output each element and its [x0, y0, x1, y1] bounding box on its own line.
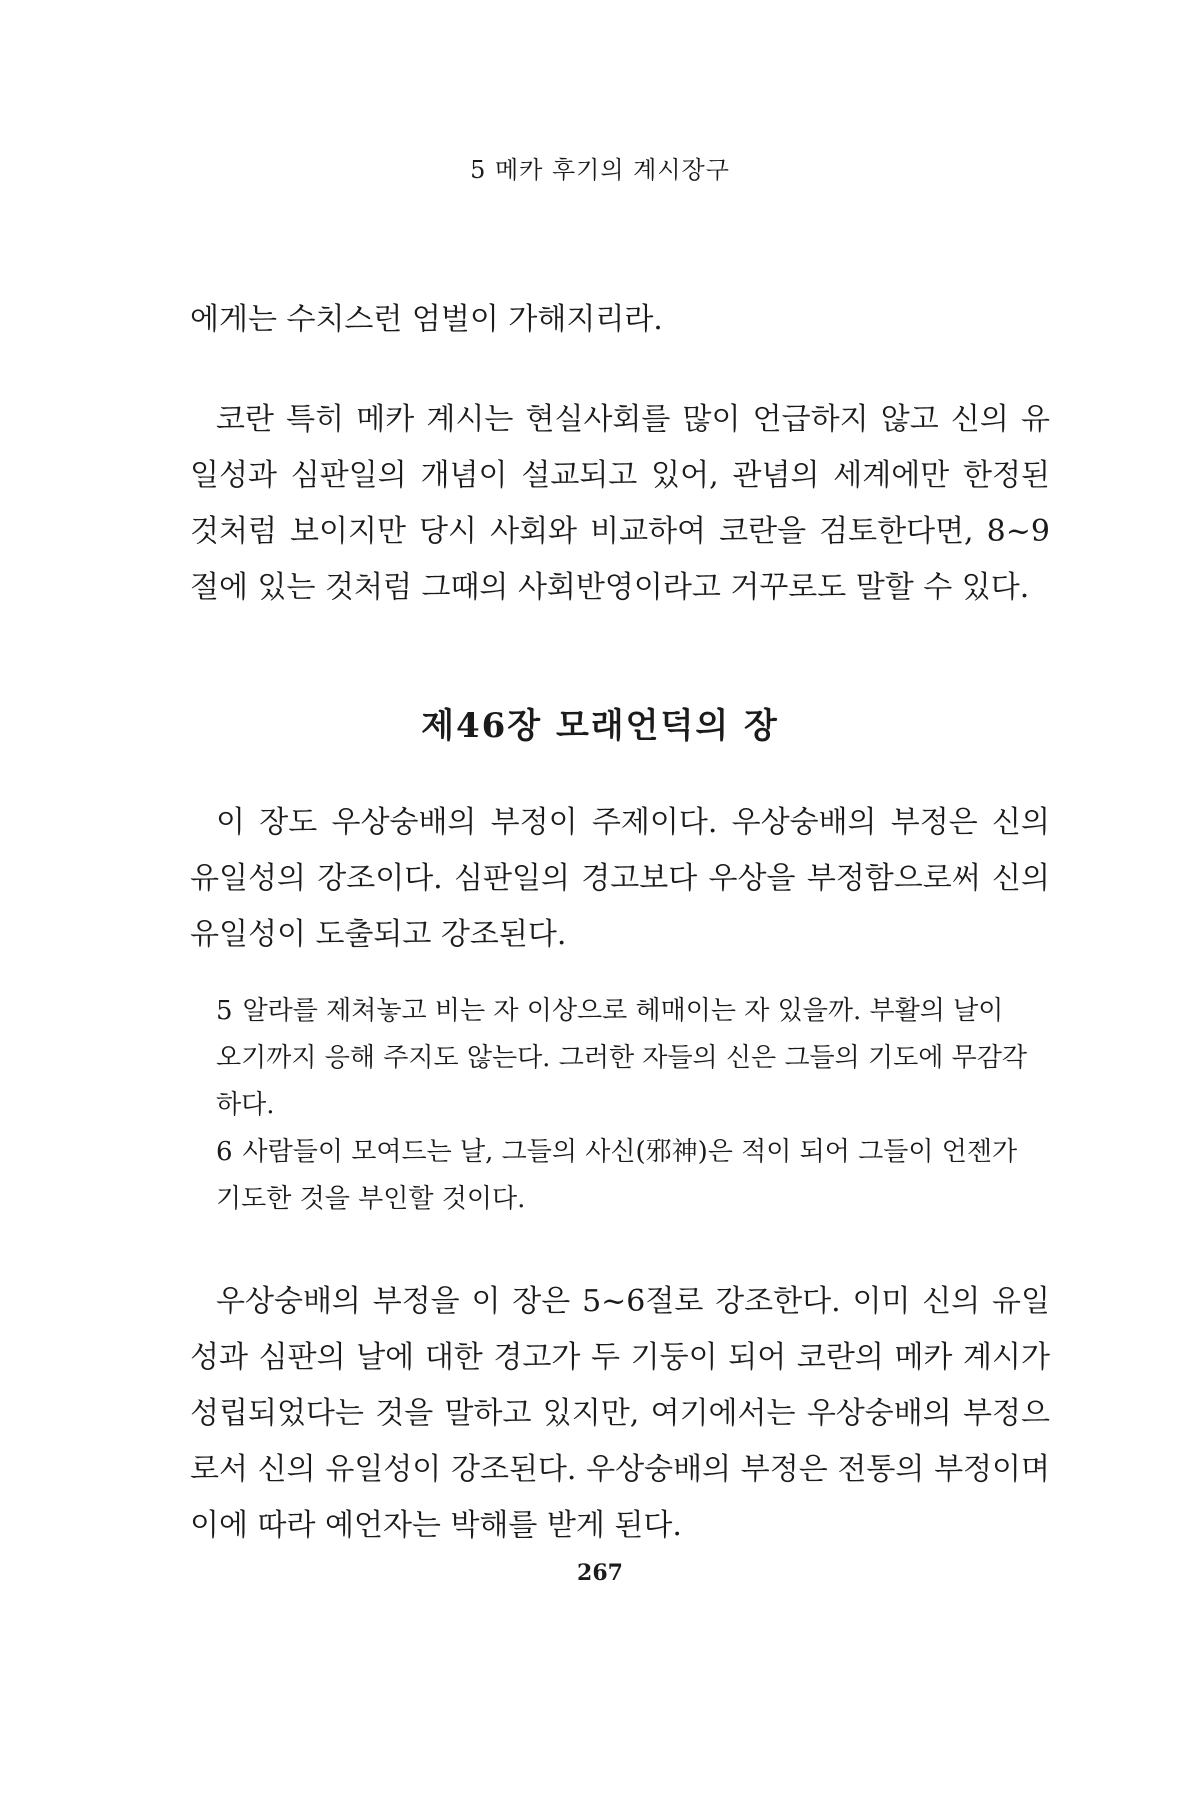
running-head: 5 메카 후기의 계시장구	[470, 156, 730, 184]
verse-number: 6	[216, 1137, 233, 1167]
verse-quotation	[216, 988, 1036, 1223]
paragraph-continuation: 에게는 수치스런 엄벌이 가해지리라.	[190, 302, 663, 337]
verse-text: 사람들이 모여드는 날, 그들의 사신(邪神)은 적이 되어 그들이 언젠가 기도한 것을 부인할 것이다.	[216, 1137, 1018, 1214]
verse-number: 5	[216, 996, 233, 1026]
page-number: 267	[577, 1560, 623, 1586]
paragraph-chapter-summary: 이 장도 우상숭배의 부정이 주제이다. 우상숭배의 부정은 신의 유일성의 강조이다. 심판일의 경고보다 우상을 부정함으로써 신의 유일성이 도출되고 강조된다.	[190, 805, 1050, 952]
paragraph-intro: 코란 특히 메카 계시는 현실사회를 많이 언급하지 않고 신의 유일성과 심판일의 개념이 설교되고 있어, 관념의 세계에만 한정된 것처럼 보이지만 당시 사회와 비교하여 코란을 검토한다면, 8~9절에 있는 것처럼 그때의 사회반영이라고 거꾸로도 말할 수 있다.	[190, 402, 1050, 605]
verse-text: 알라를 제쳐놓고 비는 자 이상으로 헤매이는 자 있을까. 부활의 날이 오기까지 응해 주지도 않는다. 그러한 자들의 신은 그들의 기도에 무감각하다.	[216, 996, 1028, 1120]
verse-5	[216, 988, 1036, 1129]
verse-6	[216, 1129, 1036, 1223]
chapter-title: 제46장 모래언덕의 장	[421, 706, 779, 746]
paragraph-commentary: 우상숭배의 부정을 이 장은 5~6절로 강조한다. 이미 신의 유일성과 심판의 날에 대한 경고가 두 기둥이 되어 코란의 메카 계시가 성립되었다는 것을 말하고 있지만, 여기에서는 우상숭배의 부정으로서 신의 유일성이 강조된다. 우상숭배의 부정은 전통의 부정이며 이에 따라 예언자는 박해를 받게 된다.	[190, 1284, 1050, 1543]
